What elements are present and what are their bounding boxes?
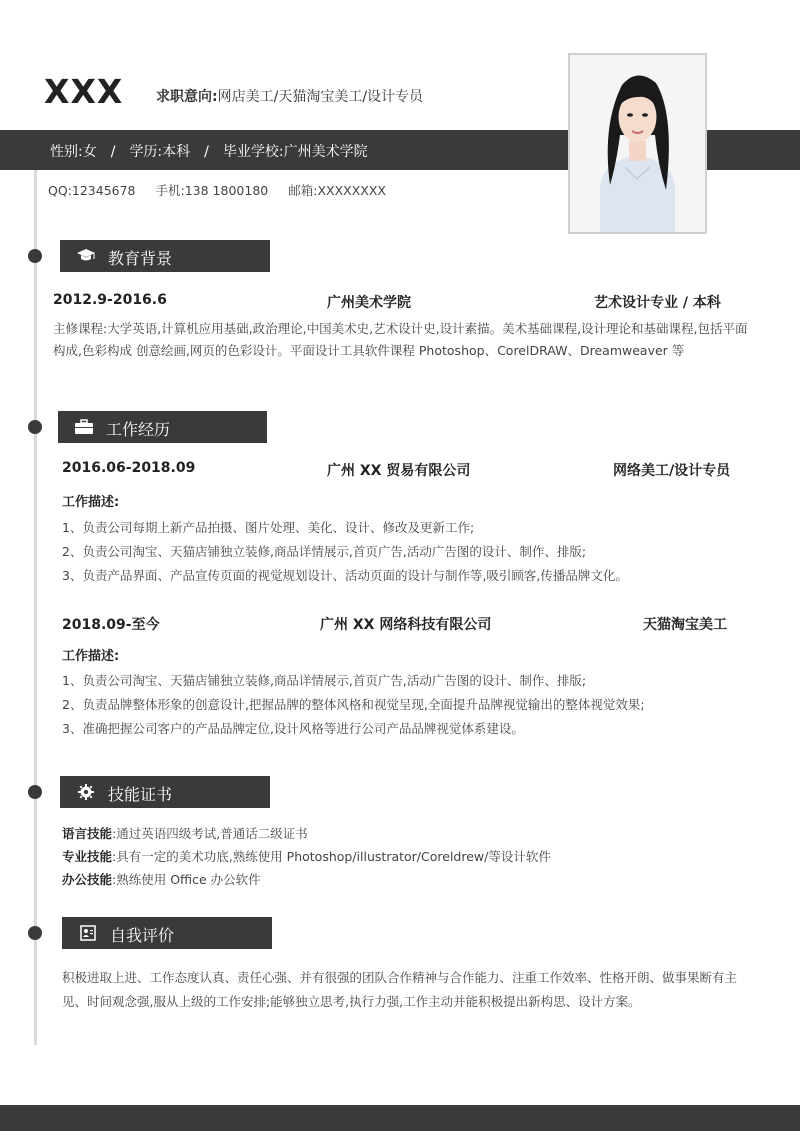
objective-label: 求职意向: (156, 89, 218, 105)
skill-label: 语言技能 (62, 826, 113, 841)
timeline-dot (28, 785, 42, 799)
skill-label: 办公技能 (62, 872, 113, 887)
briefcase-icon (74, 419, 94, 435)
section-title: 工作经历 (106, 420, 171, 439)
section-title: 教育背景 (108, 249, 173, 268)
section-title: 自我评价 (110, 926, 175, 945)
job-duty: 2、负责公司淘宝、天猫店铺独立装修,商品详情展示,首页广告,活动广告图的设计、制作、排版; (62, 544, 587, 559)
timeline-rail (34, 170, 37, 1045)
job-period: 2016.06-2018.09 (62, 460, 196, 476)
timeline-dot (28, 249, 42, 263)
skill-item (62, 847, 551, 865)
portrait-illustration (570, 55, 705, 232)
timeline-dot (28, 420, 42, 434)
job-duty: 1、负责公司每期上新产品拍摄、图片处理、美化、设计、修改及更新工作; (62, 520, 475, 535)
skill-value: :熟练使用 Office 办公软件 (112, 872, 261, 887)
education-level: 学历:本科 (129, 144, 191, 160)
self-evaluation-text: 积极进取上进、工作态度认真、责任心强、并有很强的团队合作精神与合作能力、注重工作效率、性格开朗、做事果断有主见、时间观念强,服从上级的工作安排;能够独立思考,执行力强,工作主动并能积极提出新构思、设计方案。 (62, 970, 738, 1009)
skill-item (62, 824, 308, 842)
job-company: 广州 XX 贸易有限公司 (327, 463, 471, 479)
job-duty: 1、负责公司淘宝、天猫店铺独立装修,商品详情展示,首页广告,活动广告图的设计、制作、排版; (62, 673, 587, 688)
job-duty: 3、准确把握公司客户的产品品牌定位,设计风格等进行公司产品品牌视觉体系建设。 (62, 721, 524, 736)
job-role: 网络美工/设计专员 (613, 463, 731, 479)
education-major: 艺术设计专业 / 本科 (594, 295, 721, 311)
candidate-name: XXX (44, 72, 124, 111)
timeline-dot (28, 926, 42, 940)
divider: / (204, 144, 209, 160)
divider: / (110, 144, 116, 160)
profile-card-icon (78, 925, 98, 941)
graduation-cap-icon (76, 248, 96, 264)
job-objective (156, 86, 423, 106)
education-courses: 主修课程:大学英语,计算机应用基础,政治理论,中国美术史,艺术设计史,设计素描。美术基础课程,设计理论和基础课程,包括平面构成,色彩构成 创意绘画,网页的色彩设计。平面设计工具软件课程 Photoshop、CorelDRAW、Dreamweaver 等 (53, 321, 748, 358)
gear-icon (76, 784, 96, 800)
job-company: 广州 XX 网络科技有限公司 (320, 617, 492, 633)
section-header-education (60, 240, 270, 272)
skill-value: :具有一定的美术功底,熟练使用 Photoshop/illustrator/Coreldrew/等设计软件 (112, 849, 551, 864)
job-duty: 3、负责产品界面、产品宣传页面的视觉规划设计、活动页面的设计与制作等,吸引顾客,传播品牌文化。 (62, 568, 628, 583)
profile-photo (568, 53, 707, 234)
job-period: 2018.09-至今 (62, 617, 160, 633)
education-period: 2012.9-2016.6 (53, 292, 167, 308)
skill-value: :通过英语四级考试,普通话二级证书 (112, 826, 308, 841)
graduated-school: 毕业学校:广州美术学院 (222, 144, 368, 160)
job-desc-label: 工作描述: (62, 495, 120, 510)
section-header-self-evaluation (62, 917, 272, 949)
skill-item (62, 870, 261, 888)
job-duty: 2、负责品牌整体形象的创意设计,把握品牌的整体风格和视觉呈现,全面提升品牌视觉输出的整体视觉效果; (62, 697, 645, 712)
contact-line (48, 181, 406, 199)
footer-bar (0, 1105, 800, 1131)
contact-phone: 手机:138 1800180 (155, 183, 269, 198)
gender: 性别:女 (50, 144, 97, 160)
objective-value: 网店美工/天猫淘宝美工/设计专员 (217, 89, 424, 105)
skill-label: 专业技能 (62, 849, 113, 864)
section-header-work (58, 411, 267, 443)
contact-qq: QQ:12345678 (48, 183, 136, 198)
section-title: 技能证书 (108, 785, 173, 804)
job-desc-label: 工作描述: (62, 649, 120, 664)
education-school: 广州美术学院 (327, 295, 411, 311)
job-role: 天猫淘宝美工 (643, 617, 727, 633)
contact-email: 邮箱:XXXXXXXX (288, 183, 386, 198)
section-header-skills (60, 776, 270, 808)
